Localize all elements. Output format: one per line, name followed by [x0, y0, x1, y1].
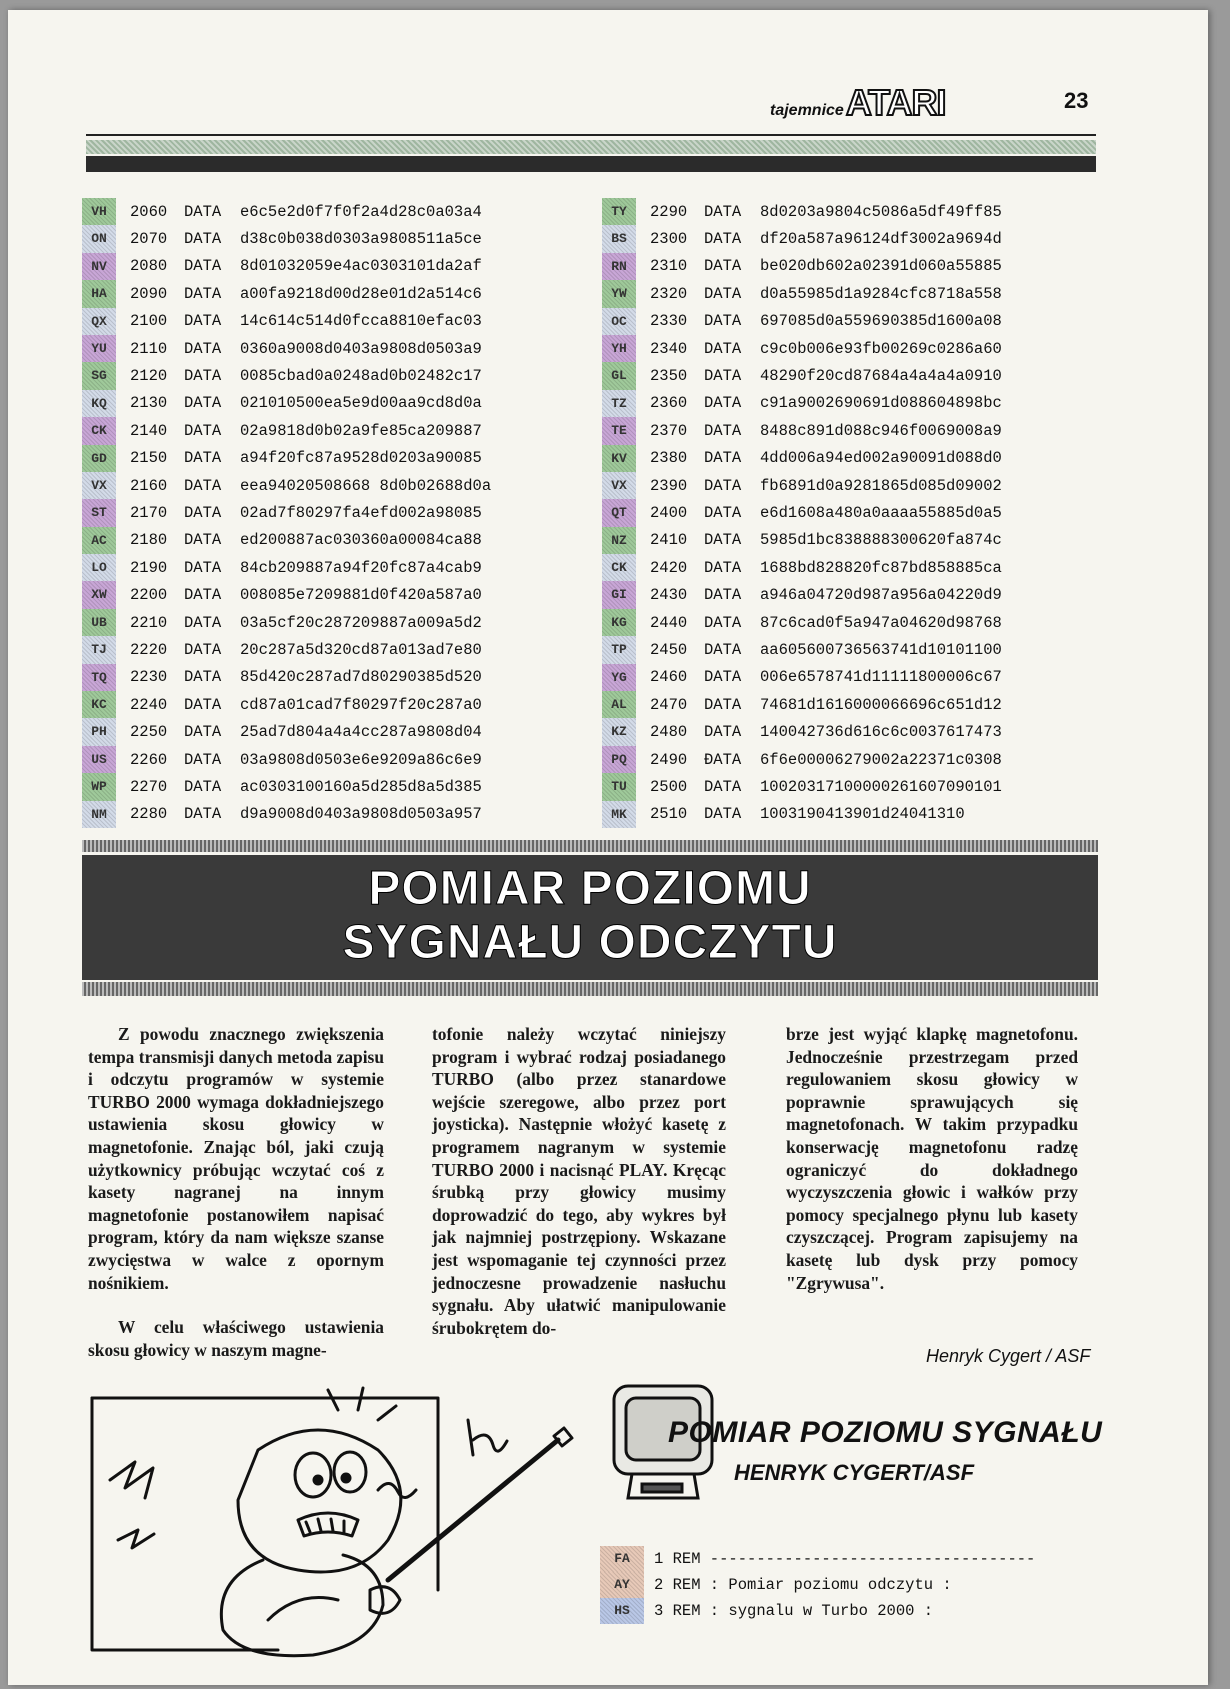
- code-row: [602, 554, 1002, 581]
- hex-data: a94f20fc87a9528d0203a90085: [240, 449, 482, 468]
- checksum-badge: TZ: [602, 390, 636, 417]
- data-keyword: DATA: [704, 558, 742, 577]
- cartoon-illustration: [88, 1380, 602, 1665]
- line-number: 2500: [650, 777, 688, 796]
- article-paragraph-3: tofonie należy wczytać niniejszy program i wybrać rodzaj posiadanego TURBO (albo przez stanardowe wejście szeregowe, albo przez port joysticka). Następnie włożyć kasetę z programem nagranym w systemie TURBO 2000 i nacisnąć PLAY. Kręcąc śrubką przy głowicy musimy doprowadzić do tego, aby wykres był jak najmniej postrzępiony. Wskazane jest wspomaganie tej czynności przez jednoczesne prowadzenie nasłuchu sygnału. Aby ułatwić manipulowanie śrubokrętem do-: [432, 1024, 726, 1338]
- hex-data: d0a55985d1a9284cfc8718a558: [760, 284, 1002, 303]
- line-number: 2190: [130, 558, 168, 577]
- hex-data: fb6891d0a9281865d085d09002: [760, 476, 1002, 495]
- line-number: 2130: [130, 394, 168, 413]
- code-row: [82, 417, 491, 444]
- data-keyword: DATA: [704, 668, 742, 687]
- code-row: [602, 198, 1002, 225]
- checksum-badge: ST: [82, 499, 116, 526]
- logo-atari-text: ATARI: [845, 82, 946, 123]
- line-number: 2370: [650, 421, 688, 440]
- checksum-badge: VX: [82, 472, 116, 499]
- line-number: 2090: [130, 284, 168, 303]
- checksum-badge: TY: [602, 198, 636, 225]
- checksum-badge: HS: [600, 1598, 644, 1624]
- data-keyword: DATA: [184, 230, 222, 249]
- code-row: [82, 554, 491, 581]
- listing-author: HENRYK CYGERT/ASF: [734, 1460, 975, 1485]
- line-number: 2070: [130, 230, 168, 249]
- hex-data: c91a9002690691d088604898bc: [760, 394, 1002, 413]
- data-keyword: DATA: [184, 586, 222, 605]
- line-number: 2210: [130, 613, 168, 632]
- checksum-badge: FA: [600, 1546, 644, 1572]
- article-column-2: [432, 1023, 726, 1339]
- monitor-icon: [608, 1380, 718, 1520]
- line-number: 2450: [650, 640, 688, 659]
- hex-data: 02a9818d0b02a9fe85ca209887: [240, 421, 482, 440]
- checksum-badge: PH: [82, 718, 116, 745]
- checksum-badge: LO: [82, 554, 116, 581]
- hex-data: e6c5e2d0f7f0f2a4d28c0a03a4: [240, 202, 482, 221]
- data-keyword: DATA: [704, 723, 742, 742]
- line-number: 2170: [130, 503, 168, 522]
- data-keyword: DATA: [704, 695, 742, 714]
- data-keyword: DATA: [184, 558, 222, 577]
- checksum-badge: UB: [82, 609, 116, 636]
- hex-data: 8d01032059e4ac0303101da2af: [240, 257, 482, 276]
- line-number: 2160: [130, 476, 168, 495]
- line-number: 2330: [650, 312, 688, 331]
- code-row: [602, 636, 1002, 663]
- code-row: [602, 718, 1002, 745]
- line-number: 2240: [130, 695, 168, 714]
- data-keyword: DATA: [704, 805, 742, 824]
- line-number: 2360: [650, 394, 688, 413]
- data-keyword: DATA: [184, 449, 222, 468]
- hex-data: 87c6cad0f5a947a04620d98768: [760, 613, 1002, 632]
- checksum-badge: WP: [82, 773, 116, 800]
- line-number: 2080: [130, 257, 168, 276]
- checksum-badge: NV: [82, 253, 116, 280]
- title-line-1: POMIAR POZIOMU: [368, 862, 812, 915]
- rem-line-text: 2 REM : Pomiar poziomu odczytu :: [654, 1576, 952, 1594]
- data-keyword: DATA: [184, 750, 222, 769]
- code-row: [602, 335, 1002, 362]
- article-paragraph-4: brze jest wyjąć klapkę magnetofonu. Jednocześnie przestrzegam przed regulowaniem skosu głowicy w poprawnie sprawujących się magnetofonach. W takim przypadku konserwację magnetofonu radzę ograniczyć do dokładnego wyczyszczenia głowic i wałków przy pomocy specjalnego płynu lub kasety czyszczącej. Program zapisujemy na kasetę lub dysk przy pomocy "Zgrywusa".: [786, 1024, 1078, 1293]
- checksum-badge: TQ: [82, 664, 116, 691]
- hex-data: 021010500ea5e9d00aa9cd8d0a: [240, 394, 482, 413]
- checksum-badge: YG: [602, 664, 636, 691]
- data-keyword: DATA: [704, 421, 742, 440]
- line-number: 2430: [650, 586, 688, 605]
- data-keyword: DATA: [704, 531, 742, 550]
- data-keyword: DATA: [704, 613, 742, 632]
- hex-data: d38c0b038d0303a9808511a5ce: [240, 230, 482, 249]
- data-keyword: DATA: [704, 449, 742, 468]
- code-row: [602, 801, 1002, 828]
- data-keyword: DATA: [704, 367, 742, 386]
- article-paragraph-2: W celu właściwego ustawienia skosu głowicy w naszym magne-: [88, 1317, 384, 1360]
- data-keyword: DATA: [184, 805, 222, 824]
- data-keyword: DATA: [184, 257, 222, 276]
- line-number: 2300: [650, 230, 688, 249]
- code-row: [602, 472, 1002, 499]
- hex-data: 03a5cf20c287209887a009a5d2: [240, 613, 482, 632]
- checksum-badge: GI: [602, 581, 636, 608]
- listing-title: POMIAR POZIOMU SYGNAŁU: [668, 1416, 1103, 1449]
- code-row: [82, 746, 491, 773]
- hex-data: df20a587a96124df3002a9694d: [760, 230, 1002, 249]
- line-number: 2460: [650, 668, 688, 687]
- hex-data: ac0303100160a5d285d8a5d385: [240, 777, 482, 796]
- code-row: [602, 225, 1002, 252]
- code-row: [82, 362, 491, 389]
- checksum-badge: TE: [602, 417, 636, 444]
- data-keyword: DATA: [704, 202, 742, 221]
- code-row: [82, 499, 491, 526]
- data-keyword: DATA: [184, 668, 222, 687]
- line-number: 2480: [650, 723, 688, 742]
- checksum-badge: AL: [602, 691, 636, 718]
- hex-data: d9a9008d0403a9808d0503a957: [240, 805, 482, 824]
- rem-row: [600, 1598, 1035, 1624]
- code-row: [82, 280, 491, 307]
- code-row: [82, 609, 491, 636]
- line-number: 2250: [130, 723, 168, 742]
- rem-line-text: 3 REM : sygnalu w Turbo 2000 :: [654, 1602, 934, 1620]
- data-keyword: DATA: [704, 394, 742, 413]
- line-number: 2510: [650, 805, 688, 824]
- checksum-badge: RN: [602, 253, 636, 280]
- hex-data: 74681d1616000066696c651d12: [760, 695, 1002, 714]
- code-row: [602, 609, 1002, 636]
- checksum-badge: TJ: [82, 636, 116, 663]
- checksum-badge: YH: [602, 335, 636, 362]
- data-keyword: DATA: [184, 421, 222, 440]
- checksum-badge: KG: [602, 609, 636, 636]
- data-keyword: DATA: [704, 503, 742, 522]
- hex-data: 48290f20cd87684a4a4a4a0910: [760, 367, 1002, 386]
- code-row: [82, 198, 491, 225]
- line-number: 2390: [650, 476, 688, 495]
- page-number: 23: [1064, 88, 1089, 113]
- checksum-badge: AY: [600, 1572, 644, 1598]
- line-number: 2110: [130, 339, 168, 358]
- data-keyword: DATA: [184, 284, 222, 303]
- line-number: 2440: [650, 613, 688, 632]
- data-keyword: DATA: [184, 339, 222, 358]
- checksum-badge: KQ: [82, 390, 116, 417]
- line-number: 2220: [130, 640, 168, 659]
- data-keyword: DATA: [704, 257, 742, 276]
- data-keyword: DATA: [704, 230, 742, 249]
- rem-listing: [600, 1546, 1035, 1624]
- line-number: 2260: [130, 750, 168, 769]
- checksum-badge: QT: [602, 499, 636, 526]
- hex-data: cd87a01cad7f80297f20c287a0: [240, 695, 482, 714]
- line-number: 2420: [650, 558, 688, 577]
- banner-top-stripe: [82, 840, 1098, 852]
- checksum-badge: MK: [602, 801, 636, 828]
- line-number: 2060: [130, 202, 168, 221]
- hex-data: 008085e7209881d0f420a587a0: [240, 586, 482, 605]
- code-row: [602, 581, 1002, 608]
- data-keyword: DATA: [184, 476, 222, 495]
- line-number: 2120: [130, 367, 168, 386]
- code-row: [82, 773, 491, 800]
- data-keyword: DATA: [184, 202, 222, 221]
- hex-data: 02ad7f80297fa4efd002a98085: [240, 503, 482, 522]
- code-row: [602, 417, 1002, 444]
- data-keyword: DATA: [184, 777, 222, 796]
- hex-data: 140042736d616c6c0037617473: [760, 723, 1002, 742]
- code-row: [602, 308, 1002, 335]
- hex-data: 1003190413901d24041310: [760, 805, 965, 824]
- line-number: 2340: [650, 339, 688, 358]
- data-keyword: DATA: [704, 284, 742, 303]
- logo-small-text: tajemnice: [770, 102, 844, 119]
- checksum-badge: OC: [602, 308, 636, 335]
- line-number: 2350: [650, 367, 688, 386]
- data-keyword: DATA: [704, 640, 742, 659]
- code-row: [82, 664, 491, 691]
- checksum-badge: KC: [82, 691, 116, 718]
- right-listing-column: [602, 198, 1002, 828]
- hex-data: 25ad7d804a4a4cc287a9808d04: [240, 723, 482, 742]
- data-keyword: DATA: [184, 723, 222, 742]
- checksum-badge: YW: [602, 280, 636, 307]
- code-row: [82, 801, 491, 828]
- checksum-badge: HA: [82, 280, 116, 307]
- hex-data: aa605600736563741d10101100: [760, 640, 1002, 659]
- hex-data: 0085cbad0a0248ad0b02482c17: [240, 367, 482, 386]
- line-number: 2490: [650, 750, 688, 769]
- rem-line-text: 1 REM -----------------------------------: [654, 1550, 1036, 1568]
- code-row: [82, 445, 491, 472]
- rem-row: [600, 1572, 1035, 1598]
- checksum-badge: CK: [602, 554, 636, 581]
- data-keyword: ÐATA: [704, 750, 742, 769]
- checksum-badge: NM: [82, 801, 116, 828]
- hex-data: 006e6578741d11111800006c67: [760, 668, 1002, 687]
- checksum-badge: GD: [82, 445, 116, 472]
- data-keyword: DATA: [184, 613, 222, 632]
- article-author: Henryk Cygert / ASF: [926, 1346, 1091, 1366]
- rem-row: [600, 1546, 1035, 1572]
- line-number: 2310: [650, 257, 688, 276]
- line-number: 2230: [130, 668, 168, 687]
- hex-data: e6d1608a480a0aaaa55885d0a5: [760, 503, 1002, 522]
- data-keyword: DATA: [184, 503, 222, 522]
- checksum-badge: KV: [602, 445, 636, 472]
- hex-data: ed200887ac030360a00084ca88: [240, 531, 482, 550]
- checksum-badge: US: [82, 746, 116, 773]
- title-banner: [82, 855, 1098, 980]
- code-row: [602, 527, 1002, 554]
- code-row: [602, 390, 1002, 417]
- code-row: [82, 335, 491, 362]
- line-number: 2180: [130, 531, 168, 550]
- checksum-badge: QX: [82, 308, 116, 335]
- code-row: [82, 718, 491, 745]
- checksum-badge: ON: [82, 225, 116, 252]
- hex-data: be020db602a02391d060a55885: [760, 257, 1002, 276]
- code-row: [602, 253, 1002, 280]
- line-number: 2320: [650, 284, 688, 303]
- checksum-badge: VH: [82, 198, 116, 225]
- data-keyword: DATA: [184, 367, 222, 386]
- hex-data: 85d420c287ad7d80290385d520: [240, 668, 482, 687]
- hex-data: a946a04720d987a956a04220d9: [760, 586, 1002, 605]
- code-row: [82, 225, 491, 252]
- checksum-badge: TU: [602, 773, 636, 800]
- code-row: [602, 773, 1002, 800]
- hex-data: 8d0203a9804c5086a5df49ff85: [760, 202, 1002, 221]
- line-number: 2470: [650, 695, 688, 714]
- code-row: [82, 390, 491, 417]
- article-column-3: [786, 1023, 1078, 1294]
- top-dotted-bar: [86, 140, 1096, 154]
- data-keyword: DATA: [704, 777, 742, 796]
- line-number: 2290: [650, 202, 688, 221]
- line-number: 2150: [130, 449, 168, 468]
- data-keyword: DATA: [184, 640, 222, 659]
- hex-data: 03a9808d0503e6e9209a86c6e9: [240, 750, 482, 769]
- checksum-badge: TP: [602, 636, 636, 663]
- data-keyword: DATA: [184, 531, 222, 550]
- data-keyword: DATA: [704, 339, 742, 358]
- hex-data: 8488c891d088c946f0069008a9: [760, 421, 1002, 440]
- checksum-badge: KZ: [602, 718, 636, 745]
- code-row: [602, 746, 1002, 773]
- top-dark-bar: [86, 156, 1096, 172]
- hex-data: 1688bd828820fc87bd858885ca: [760, 558, 1002, 577]
- code-row: [602, 664, 1002, 691]
- title-line-2: SYGNAŁU ODCZYTU: [342, 916, 838, 969]
- data-keyword: DATA: [704, 586, 742, 605]
- line-number: 2380: [650, 449, 688, 468]
- banner-bottom-stripe: [82, 982, 1098, 996]
- checksum-badge: XW: [82, 581, 116, 608]
- checksum-badge: AC: [82, 527, 116, 554]
- hex-data: c9c0b006e93fb00269c0286a60: [760, 339, 1002, 358]
- code-row: [82, 472, 491, 499]
- line-number: 2270: [130, 777, 168, 796]
- line-number: 2140: [130, 421, 168, 440]
- checksum-badge: CK: [82, 417, 116, 444]
- code-row: [82, 308, 491, 335]
- line-number: 2200: [130, 586, 168, 605]
- data-keyword: DATA: [184, 394, 222, 413]
- hex-data: eea94020508668 8d0b02688d0a: [240, 476, 492, 495]
- data-keyword: DATA: [704, 476, 742, 495]
- hex-data: 6f6e00006279002a22371c0308: [760, 750, 1002, 769]
- data-keyword: DATA: [184, 312, 222, 331]
- hex-data: 20c287a5d320cd87a013ad7e80: [240, 640, 482, 659]
- checksum-badge: NZ: [602, 527, 636, 554]
- checksum-badge: SG: [82, 362, 116, 389]
- line-number: 2410: [650, 531, 688, 550]
- code-row: [602, 362, 1002, 389]
- hex-data: 0360a9008d0403a9808d0503a9: [240, 339, 482, 358]
- code-row: [602, 691, 1002, 718]
- article-column-1: [88, 1023, 384, 1361]
- left-listing-column: [82, 198, 491, 828]
- line-number: 2280: [130, 805, 168, 824]
- code-row: [602, 445, 1002, 472]
- checksum-badge: BS: [602, 225, 636, 252]
- code-row: [82, 636, 491, 663]
- code-row: [82, 691, 491, 718]
- hex-data: a00fa9218d00d28e01d2a514c6: [240, 284, 482, 303]
- line-number: 2100: [130, 312, 168, 331]
- checksum-badge: PQ: [602, 746, 636, 773]
- code-row: [82, 581, 491, 608]
- checksum-badge: GL: [602, 362, 636, 389]
- header-rule: [86, 134, 1096, 136]
- code-row: [602, 280, 1002, 307]
- magazine-logo: [770, 82, 946, 123]
- article-paragraph-1: Z powodu znacznego zwiększenia tempa transmisji danych metoda zapisu i odczytu programów w systemie TURBO 2000 wymaga dokładniejszego ustawienia skosu głowicy w magnetofonie. Znając ból, jaki czują użytkownicy próbując wczytać coś z kasety nagranej na innym magnetofonie postanowiłem napisać program, który da nam większe szanse zwycięstwa w walce z opornym nośnikiem.: [88, 1024, 384, 1293]
- hex-data: 5985d1bc838888300620fa874c: [760, 531, 1002, 550]
- code-row: [82, 527, 491, 554]
- data-keyword: DATA: [184, 695, 222, 714]
- checksum-badge: YU: [82, 335, 116, 362]
- hex-data: 4dd006a94ed002a90091d088d0: [760, 449, 1002, 468]
- line-number: 2400: [650, 503, 688, 522]
- hex-data: 14c614c514d0fcca8810efac03: [240, 312, 482, 331]
- hex-data: 10020317100000261607090101: [760, 777, 1002, 796]
- code-row: [82, 253, 491, 280]
- magazine-page: [8, 10, 1208, 1685]
- code-row: [602, 499, 1002, 526]
- checksum-badge: VX: [602, 472, 636, 499]
- hex-data: 697085d0a559690385d1600a08: [760, 312, 1002, 331]
- data-keyword: DATA: [704, 312, 742, 331]
- hex-data: 84cb209887a94f20fc87a4cab9: [240, 558, 482, 577]
